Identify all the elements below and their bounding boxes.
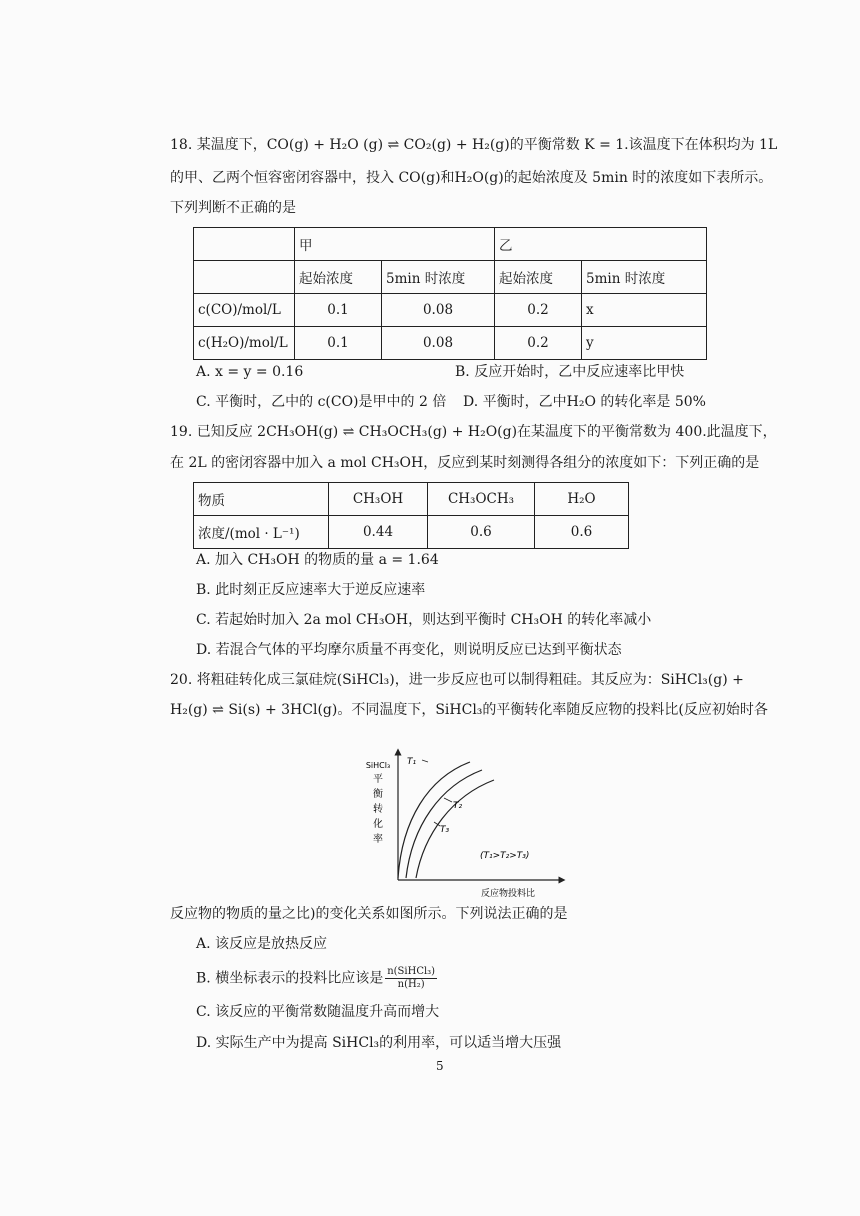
- q18-table-corner: [194, 228, 295, 261]
- graph-ylabel-char: 率: [373, 834, 383, 845]
- q20-option-c: C. 该反应的平衡常数随温度升高而增大: [196, 1004, 440, 1020]
- leader-t1: [422, 760, 428, 762]
- leader-t2: [444, 798, 452, 802]
- label-t3: T₃: [440, 825, 450, 835]
- label-t1: T₁: [407, 757, 417, 767]
- q18-cell: 0.08: [382, 294, 495, 327]
- q20-option-b-text: B. 横坐标表示的投料比应该是: [196, 970, 384, 987]
- q18-cell: 0.1: [295, 327, 382, 360]
- q18-cell: 0.2: [495, 327, 582, 360]
- q20-option-b-fraction: [385, 966, 437, 991]
- q18-header-jia: 甲: [295, 228, 495, 261]
- q18-subheader-five-yi: 5min 时浓度: [582, 261, 707, 294]
- q18-row2-label: c(H₂O)/mol/L: [194, 327, 295, 360]
- q18-subheader-five-jia: 5min 时浓度: [382, 261, 495, 294]
- q18-header-yi: 乙: [495, 228, 707, 261]
- q20-option-d: D. 实际生产中为提高 SiHCl₃的利用率，可以适当增大压强: [196, 1035, 562, 1051]
- fraction-numerator: n(SiHCl₃): [387, 966, 436, 977]
- q18-stem-line3: 下列判断不正确的是: [170, 200, 296, 216]
- q19-cell: 0.44: [329, 516, 428, 549]
- graph-xlabel: 反应物投料比: [480, 889, 536, 899]
- q19-cell: 0.6: [535, 516, 629, 549]
- graph-ylabel-top: SiHCl₃: [365, 761, 391, 770]
- q18-option-d: D. 平衡时，乙中H₂O 的转化率是 50%: [463, 394, 706, 410]
- q20-stem-line1: 20. 将粗硅转化成三氯硅烷(SiHCl₃)，进一步反应也可以制得粗硅。其反应为：SiHCl₃(g) +: [170, 672, 744, 688]
- page-number: 5: [436, 1059, 444, 1073]
- q20-option-b: [196, 966, 437, 991]
- q18-subheader-start-jia: 起始浓度: [295, 261, 382, 294]
- q19-cell: 0.6: [428, 516, 535, 549]
- fraction-denominator: n(H₂): [397, 979, 425, 990]
- graph-ylabel-char: 平: [373, 774, 383, 785]
- q19-header-substance: 物质: [194, 483, 329, 516]
- q20-stem-line2: H₂(g) ⇌ Si(s) + 3HCl(g)。不同温度下，SiHCl₃的平衡转化率随反应物的投料比(反应初始时各: [170, 702, 768, 718]
- q19-option-c: C. 若起始时加入 2a mol CH₃OH，则达到平衡时 CH₃OH 的转化率减小: [196, 612, 652, 628]
- q19-header-ch3och3: CH₃OCH₃: [428, 483, 535, 516]
- q18-row1-label: c(CO)/mol/L: [194, 294, 295, 327]
- q19-option-a: A. 加入 CH₃OH 的物质的量 a = 1.64: [196, 552, 439, 568]
- q18-cell: x: [582, 294, 707, 327]
- graph-ylabel-char: 衡: [373, 789, 383, 800]
- curve-t3: [416, 780, 494, 878]
- q18-option-a: A. x = y = 0.16: [196, 364, 304, 380]
- label-t2: T₂: [453, 801, 463, 811]
- q20-option-a: A. 该反应是放热反应: [196, 936, 328, 952]
- q18-stem-line2: 的甲、乙两个恒容密闭容器中，投入 CO(g)和H₂O(g)的起始浓度及 5min 时的浓度如下表所示。: [170, 170, 773, 186]
- q19-stem-line2: 在 2L 的密闭容器中加入 a mol CH₃OH，反应到某时刻测得各组分的浓度如下：下列正确的是: [170, 455, 760, 471]
- q18-cell: 0.2: [495, 294, 582, 327]
- q18-subheader-blank: [194, 261, 295, 294]
- graph-relation: (T₁>T₂>T₃): [480, 851, 530, 861]
- q20-graph: [360, 740, 580, 900]
- graph-ylabel-char: 转: [373, 804, 383, 815]
- q19-option-d: D. 若混合气体的平均摩尔质量不再变化，则说明反应已达到平衡状态: [196, 642, 622, 658]
- q18-subheader-start-yi: 起始浓度: [495, 261, 582, 294]
- q18-option-b: B. 反应开始时，乙中反应速率比甲快: [455, 364, 685, 380]
- curve-t2: [406, 770, 482, 878]
- q18-cell: y: [582, 327, 707, 360]
- q18-cell: 0.1: [295, 294, 382, 327]
- q18-option-c: C. 平衡时，乙中的 c(CO)是甲中的 2 倍: [196, 394, 447, 410]
- graph-ylabel-char: 化: [373, 819, 383, 830]
- q18-table: [193, 227, 707, 360]
- q19-option-b: B. 此时刻正反应速率大于逆反应速率: [196, 582, 426, 598]
- q19-stem-line1: 19. 已知反应 2CH₃OH(g) ⇌ CH₃OCH₃(g) + H₂O(g)在某温度下的平衡常数为 400.此温度下，: [170, 424, 777, 440]
- q19-row-label: 浓度/(mol · L⁻¹): [194, 516, 329, 549]
- q19-header-h2o: H₂O: [535, 483, 629, 516]
- q19-header-ch3oh: CH₃OH: [329, 483, 428, 516]
- q18-stem-line1: 18. 某温度下，CO(g) + H₂O (g) ⇌ CO₂(g) + H₂(g)的平衡常数 K = 1.该温度下在体积均为 1L: [170, 137, 778, 153]
- q20-stem-line3: 反应物的物质的量之比)的变化关系如图所示。下列说法正确的是: [170, 906, 568, 922]
- q19-table: [193, 482, 629, 549]
- q18-cell: 0.08: [382, 327, 495, 360]
